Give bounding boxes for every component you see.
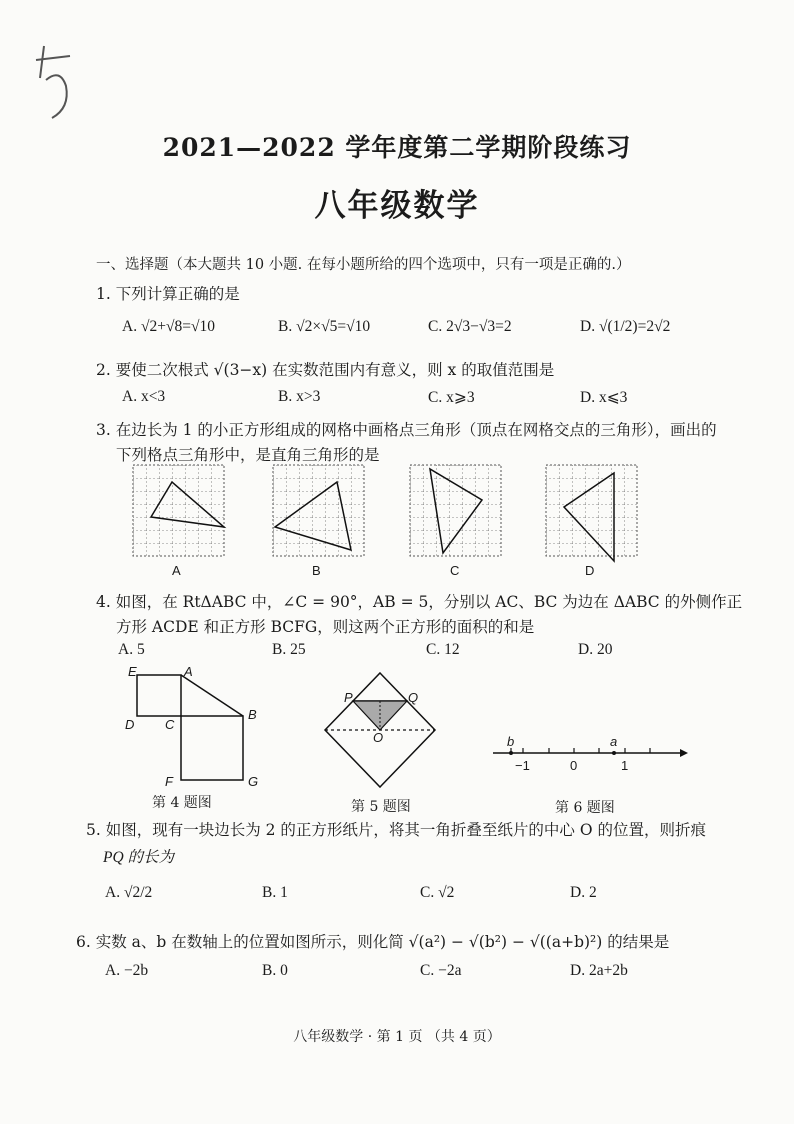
fig6-tick-1: 1: [621, 758, 629, 773]
q4-option-d[interactable]: D. 20: [578, 641, 613, 658]
q5-stem-line1: 5. 如图，现有一块边长为 2 的正方形纸片，将其一角折叠至纸片的中心 O 的位置，则折痕: [86, 821, 706, 839]
q5-stem-line2: PQ 的长为: [103, 849, 175, 866]
exam-title: 2021—2022 学年度第二学期阶段练习: [162, 133, 632, 162]
q3-grid-figures: [0, 455, 794, 585]
q1-option-d[interactable]: D. √(1/2)=2√2: [580, 318, 671, 335]
q5-option-d[interactable]: D. 2: [570, 884, 597, 901]
fig6-point-b: b: [507, 734, 515, 749]
q2-stem: 2. 要使二次根式 √(3−x) 在实数范围内有意义，则 x 的取值范围是: [96, 361, 555, 379]
fig4-point-c: C: [165, 717, 175, 732]
grid-b: [273, 465, 364, 556]
q6-option-c[interactable]: C. −2a: [420, 962, 462, 979]
handwritten-mark: [30, 38, 90, 128]
q6-stem: 6. 实数 a、b 在数轴上的位置如图所示，则化简 √(a²) − √(b²) − √((a+b)²) 的结果是: [76, 933, 670, 951]
q5-option-b[interactable]: B. 1: [262, 884, 288, 901]
fig5-point-q: Q: [408, 690, 419, 705]
grid-c-label[interactable]: C: [450, 563, 460, 578]
fig5-diagram: [315, 670, 455, 790]
q4-stem-line1: 4. 如图，在 RtΔABC 中，∠C = 90°，AB = 5，分别以 AC、BC 为边在 ΔABC 的外侧作正: [96, 593, 743, 611]
fig5-point-o: O: [373, 730, 384, 745]
q6-option-d[interactable]: D. 2a+2b: [570, 962, 628, 979]
fig6-point-a: a: [610, 734, 618, 749]
fig5-caption: 第 5 题图: [351, 799, 411, 815]
q4-stem-line2: 方形 ACDE 和正方形 BCFG，则这两个正方形的面积的和是: [116, 618, 535, 636]
fig4-point-b: B: [248, 707, 257, 722]
q3-stem-line1: 3. 在边长为 1 的小正方形组成的网格中画格点三角形（顶点在网格交点的三角形），画出的: [96, 421, 717, 439]
q4-option-c[interactable]: C. 12: [426, 641, 460, 658]
fig5-point-p: P: [344, 690, 353, 705]
grid-c: [410, 465, 501, 556]
q5-option-a[interactable]: A. √2/2: [105, 884, 153, 901]
fig6-caption: 第 6 题图: [555, 800, 615, 816]
grid-b-label[interactable]: B: [312, 563, 321, 578]
fig4-point-d: D: [125, 717, 135, 732]
q2-option-b[interactable]: B. x>3: [278, 388, 321, 405]
q6-option-a[interactable]: A. −2b: [105, 962, 149, 979]
fig6-tick-neg1: −1: [515, 758, 530, 773]
grid-a-label[interactable]: A: [172, 563, 181, 578]
subject-title: 八年级数学: [314, 188, 480, 224]
fig4-point-g: G: [248, 774, 259, 789]
q2-option-d[interactable]: D. x⩽3: [580, 389, 628, 406]
q4-option-b[interactable]: B. 25: [272, 641, 306, 658]
grid-d: [546, 465, 637, 561]
fig6-tick-0: 0: [570, 758, 578, 773]
grid-d-label[interactable]: D: [585, 563, 595, 578]
q3-stem-line2: 下列格点三角形中，是直角三角形的是: [116, 446, 380, 464]
q2-option-a[interactable]: A. x<3: [122, 388, 166, 405]
q4-option-a[interactable]: A. 5: [118, 641, 145, 658]
fig4-point-a: A: [184, 664, 193, 679]
fig4-point-f: F: [165, 774, 173, 789]
section-heading: 一、选择题（本大题共 10 小题. 在每小题所给的四个选项中，只有一项是正确的.）: [96, 257, 631, 273]
q5-option-c[interactable]: C. √2: [420, 884, 455, 901]
page-footer: 八年级数学 · 第 1 页 （共 4 页）: [293, 1029, 501, 1045]
fig4-caption: 第 4 题图: [152, 795, 212, 811]
grid-a: [133, 465, 224, 556]
q6-option-b[interactable]: B. 0: [262, 962, 288, 979]
q1-option-b[interactable]: B. √2×√5=√10: [278, 318, 371, 335]
q1-option-c[interactable]: C. 2√3−√3=2: [428, 318, 512, 335]
fig4-point-e: E: [128, 664, 137, 679]
q2-option-c[interactable]: C. x⩾3: [428, 389, 475, 406]
q1-option-a[interactable]: A. √2+√8=√10: [122, 318, 215, 335]
q1-stem: 1. 下列计算正确的是: [96, 285, 240, 303]
